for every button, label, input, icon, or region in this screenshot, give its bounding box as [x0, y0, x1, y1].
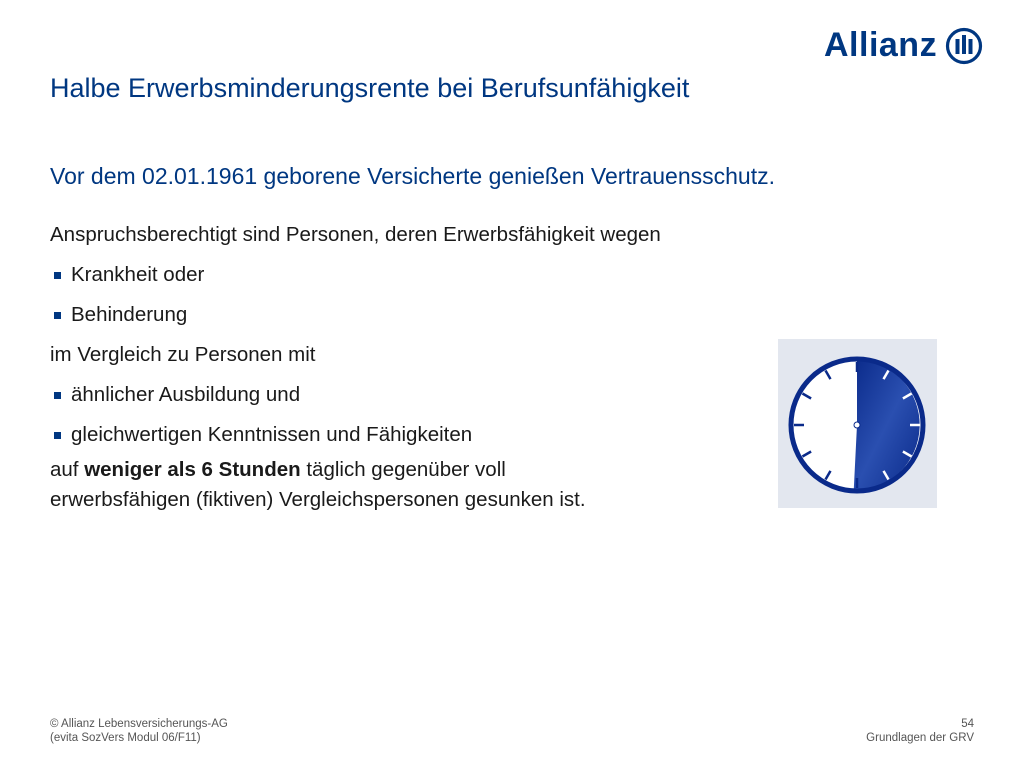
footer-section: Grundlagen der GRV — [866, 732, 974, 744]
allianz-eagle-icon — [945, 27, 983, 65]
bullet-square-icon — [54, 272, 61, 279]
footer-left — [50, 717, 228, 745]
closing-text — [50, 455, 790, 514]
slide-body — [50, 215, 790, 514]
footer-module: (evita SozVers Modul 06/F11) — [50, 732, 201, 744]
bullet-square-icon — [54, 392, 61, 399]
closing-line-1 — [50, 455, 790, 485]
middle-text: im Vergleich zu Personen mit — [50, 342, 316, 366]
footer-right — [866, 717, 974, 745]
half-clock-icon — [778, 339, 937, 508]
list-item — [50, 415, 790, 455]
slide-title: Halbe Erwerbsminderungsrente bei Berufsunfähigkeit — [50, 73, 690, 103]
page-number: 54 — [961, 718, 974, 730]
closing-prefix: auf — [50, 458, 85, 481]
closing-line-2: erwerbsfähigen (fiktiven) Vergleichspersonen gesunken ist. — [50, 487, 586, 511]
list-item — [50, 295, 790, 335]
list-item — [50, 375, 790, 415]
footer-copyright: © Allianz Lebensversicherungs-AG — [50, 718, 228, 730]
allianz-logo — [824, 26, 983, 65]
slide-subtitle: Vor dem 02.01.1961 geborene Versicherte genießen Vertrauensschutz. — [50, 163, 775, 189]
closing-bold: weniger als 6 Stunden — [84, 458, 301, 481]
brand-name: Allianz — [824, 26, 938, 64]
list-item-label: Behinderung — [71, 302, 188, 326]
clock-center — [854, 422, 860, 428]
bullet-square-icon — [54, 432, 61, 439]
bullet-square-icon — [54, 312, 61, 319]
list-item — [50, 255, 790, 295]
list-item-label: ähnlicher Ausbildung und — [71, 382, 301, 406]
clock-illustration — [778, 339, 937, 508]
closing-suffix: täglich gegenüber voll — [300, 458, 506, 481]
list-item-label: gleichwertigen Kenntnissen und Fähigkeiten — [71, 422, 473, 446]
list-item-label: Krankheit oder — [71, 262, 205, 286]
clock-filled-half — [854, 359, 920, 491]
intro-text: Anspruchsberechtigt sind Personen, deren Erwerbsfähigkeit wegen — [50, 222, 661, 246]
